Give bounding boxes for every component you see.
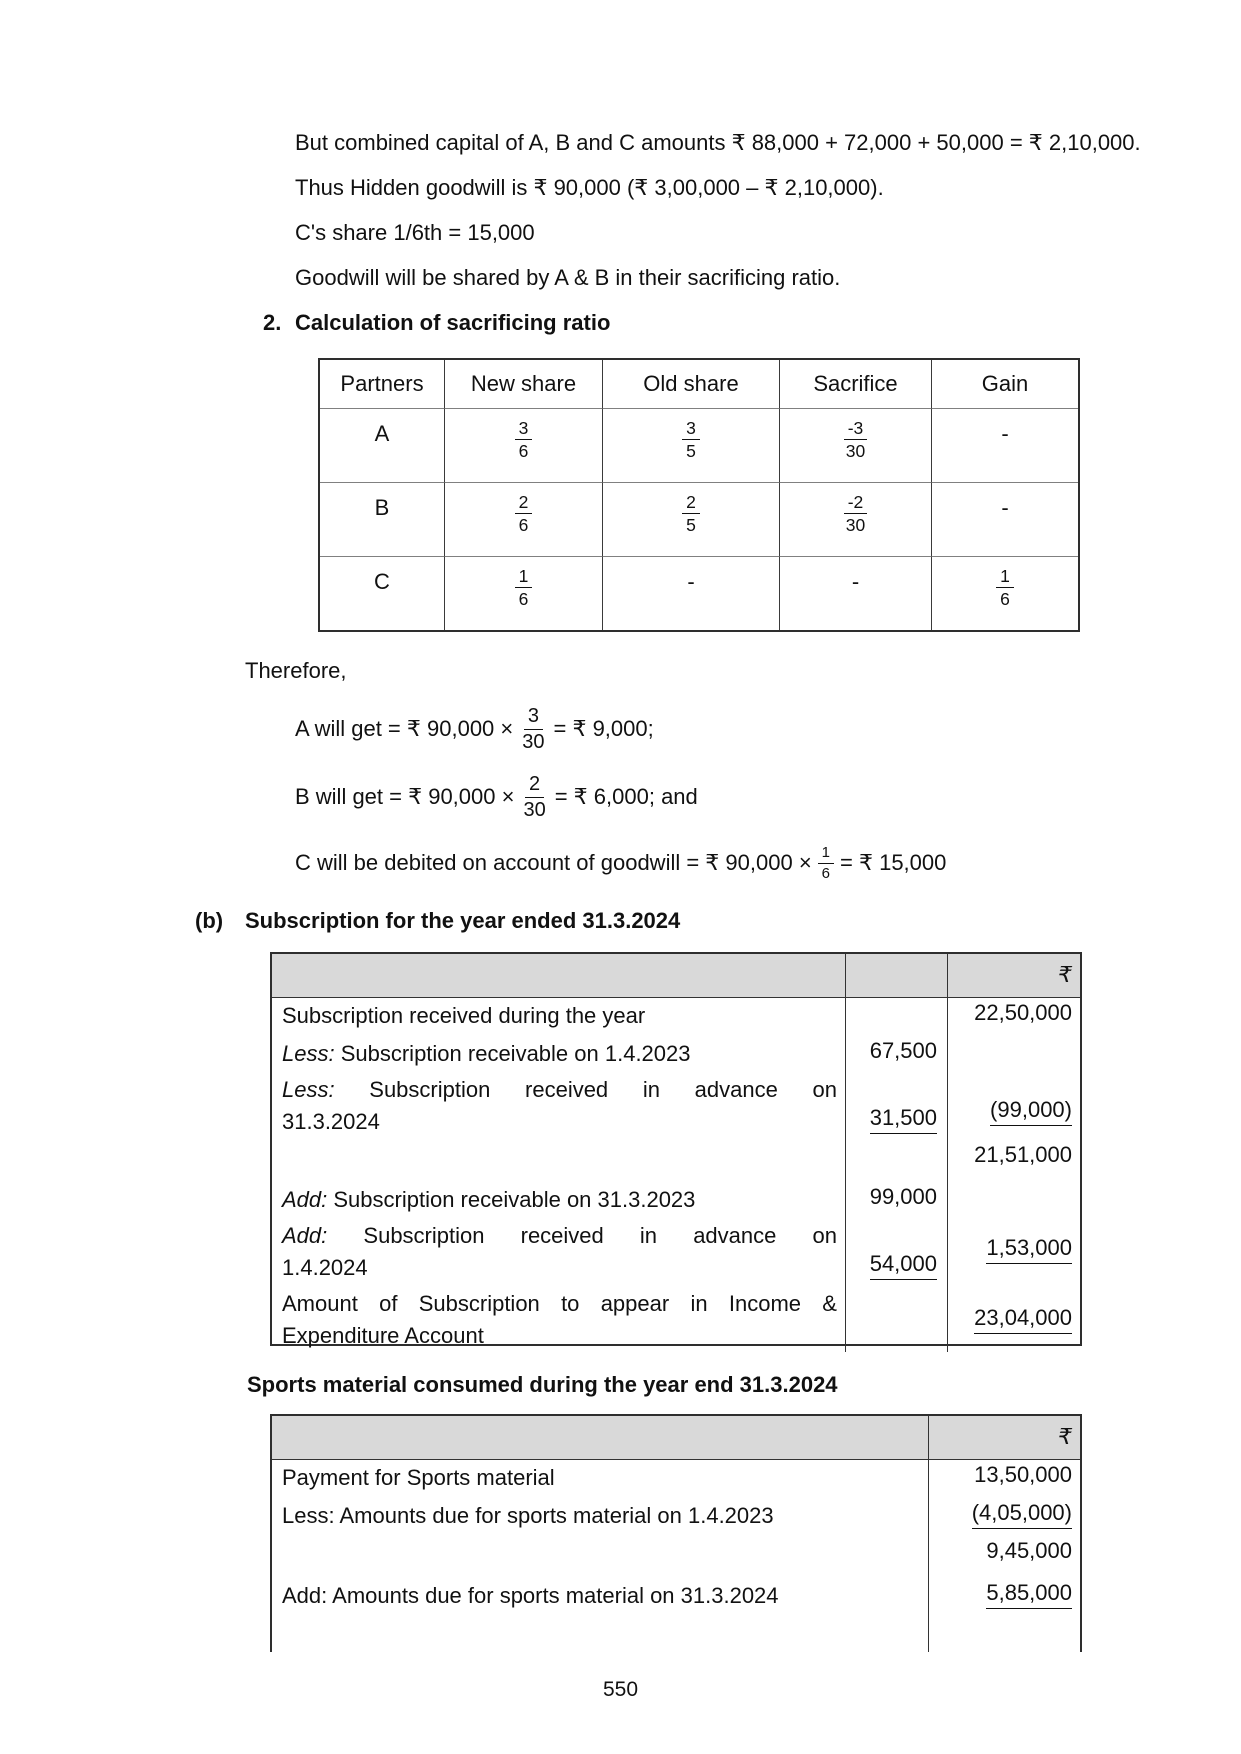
section-b-title: Subscription for the year ended 31.3.2024 <box>245 908 681 933</box>
partner-c-new-share <box>444 556 602 630</box>
column-header-sacrifice: Sacrifice <box>779 360 931 408</box>
column-header-partners: Partners <box>340 371 424 396</box>
fraction: $\frac{1}{6}$ <box>996 566 1014 609</box>
fraction: $\frac{-3}{30}$ <box>844 418 868 461</box>
row-amount: (4,05,000) <box>972 1500 1072 1529</box>
table-row <box>272 1572 1080 1614</box>
partner-b-new-share <box>444 482 602 556</box>
row-label: Add: Amounts due for sports material on 31.3.2024 <box>282 1583 779 1608</box>
partner-b-sacrifice <box>779 482 931 556</box>
row-amount: (99,000) <box>990 1097 1072 1126</box>
rupee-symbol: ₹ <box>928 1416 1080 1459</box>
fraction: $\frac{-2}{30}$ <box>844 492 868 535</box>
table-row <box>272 1140 1080 1182</box>
paragraph-c-share: C's share 1/6th = 15,000 <box>295 220 535 245</box>
section-b-heading <box>195 908 1241 934</box>
table-row <box>272 1614 1080 1652</box>
page-number: 550 <box>602 1678 639 1701</box>
row-label-line2: 1.4.2024 <box>282 1255 368 1280</box>
header-empty-cell <box>272 954 845 997</box>
row-label-prefix: Less: <box>282 1041 335 1066</box>
formula-prefix: C will be debited on account of goodwill = ₹ 90,000 × <box>295 850 812 875</box>
row-label: Less: Subscription received in advance on <box>282 1077 837 1102</box>
fraction: $\frac{3}{30}$ <box>522 704 545 753</box>
sports-material-table <box>270 1414 1082 1652</box>
row-amount: 67,500 <box>845 1036 947 1072</box>
row-label: Add: Subscription received in advance on <box>282 1223 837 1248</box>
fraction: $\frac{1}{6}$ <box>515 566 533 609</box>
row-amount: 22,50,000 <box>947 998 1080 1036</box>
table-row <box>272 998 1080 1036</box>
row-amount: 5,85,000 <box>986 1580 1072 1609</box>
row-amount: 9,45,000 <box>928 1536 1080 1572</box>
row-label: Subscription receivable on 1.4.2023 <box>334 1041 691 1066</box>
subscription-table-header <box>272 954 1080 998</box>
table-row <box>272 1218 1080 1286</box>
row-amount: 99,000 <box>845 1182 947 1218</box>
row-label: Subscription received during the year <box>282 1003 646 1028</box>
paragraph-combined-capital: But combined capital of A, B and C amounts ₹ 88,000 + 72,000 + 50,000 = ₹ 2,10,000. <box>295 130 1141 155</box>
partner-a-new-share <box>444 408 602 482</box>
table-row <box>272 1036 1080 1072</box>
formula-suffix: = ₹ 15,000 <box>840 850 947 875</box>
formula-suffix: = ₹ 9,000; <box>553 716 654 741</box>
section-b-number: (b) <box>195 908 224 933</box>
column-header-old-share: Old share <box>602 360 779 408</box>
row-amount: 21,51,000 <box>947 1140 1080 1182</box>
row-amount: 13,50,000 <box>928 1460 1080 1498</box>
row-label-prefix: Add: <box>282 1187 328 1212</box>
row-amount: 54,000 <box>870 1251 937 1280</box>
partner-b-gain: - <box>931 482 1078 556</box>
row-label <box>272 1536 928 1572</box>
fraction: $\frac{1}{6}$ <box>818 844 834 882</box>
sports-material-heading: Sports material consumed during the year end 31.3.2024 <box>247 1372 838 1397</box>
section-2-heading <box>263 310 1241 336</box>
sacrificing-ratio-table <box>318 358 1080 632</box>
column-header-gain: Gain <box>931 360 1078 408</box>
paragraph-goodwill-shared: Goodwill will be shared by A & B in their sacrificing ratio. <box>295 265 841 290</box>
partner-b-cell: B <box>320 482 444 556</box>
table-row <box>272 1182 1080 1218</box>
table-row <box>272 1072 1080 1140</box>
formula-a-share <box>295 698 1241 760</box>
table-row <box>272 1460 1080 1498</box>
partner-c-cell: C <box>320 556 444 630</box>
fraction: $\frac{3}{6}$ <box>515 418 533 461</box>
fraction: $\frac{3}{5}$ <box>682 418 700 461</box>
partner-a-old-share <box>602 408 779 482</box>
sports-table-header <box>272 1416 1080 1460</box>
formula-prefix: A will get = ₹ 90,000 × <box>295 716 514 741</box>
partner-a-gain: - <box>931 408 1078 482</box>
partner-c-sacrifice: - <box>779 556 931 630</box>
section-2-number: 2. <box>263 310 282 335</box>
fraction: $\frac{2}{5}$ <box>682 492 700 535</box>
row-label: Amount of Subscription to appear in Income & <box>282 1291 837 1316</box>
rupee-symbol: ₹ <box>947 954 1080 997</box>
column-header-new-share: New share <box>444 360 602 408</box>
row-label-line2: 31.3.2024 <box>282 1109 380 1134</box>
fraction: $\frac{2}{30}$ <box>523 772 546 821</box>
formula-suffix: = ₹ 6,000; and <box>554 784 698 809</box>
paragraph-hidden-goodwill: Thus Hidden goodwill is ₹ 90,000 (₹ 3,00,000 – ₹ 2,10,000). <box>295 175 884 200</box>
row-amount: 23,04,000 <box>974 1305 1072 1334</box>
fraction: $\frac{2}{6}$ <box>515 492 533 535</box>
formula-prefix: B will get = ₹ 90,000 × <box>295 784 515 809</box>
table-row <box>272 1536 1080 1572</box>
partner-a-cell: A <box>320 408 444 482</box>
subscription-table <box>270 952 1082 1346</box>
formula-c-goodwill <box>295 838 1241 888</box>
row-amount: 31,500 <box>870 1105 937 1134</box>
formula-b-share <box>295 766 1241 828</box>
partner-c-gain <box>931 556 1078 630</box>
row-label: Less: Amounts due for sports material on 1.4.2023 <box>282 1503 774 1528</box>
partner-c-old-share: - <box>602 556 779 630</box>
header-empty-cell <box>272 1416 928 1459</box>
row-label: Subscription receivable on 31.3.2023 <box>327 1187 696 1212</box>
partner-a-sacrifice <box>779 408 931 482</box>
partner-b-old-share <box>602 482 779 556</box>
section-2-title: Calculation of sacrificing ratio <box>295 310 611 335</box>
row-label: Payment for Sports material <box>282 1465 555 1490</box>
header-empty-cell <box>845 954 947 997</box>
row-label-line2: Expenditure Account <box>282 1323 484 1348</box>
table-row <box>272 1286 1080 1348</box>
table-row <box>272 1498 1080 1536</box>
therefore-text: Therefore, <box>245 658 347 683</box>
row-amount: 1,53,000 <box>986 1235 1072 1264</box>
